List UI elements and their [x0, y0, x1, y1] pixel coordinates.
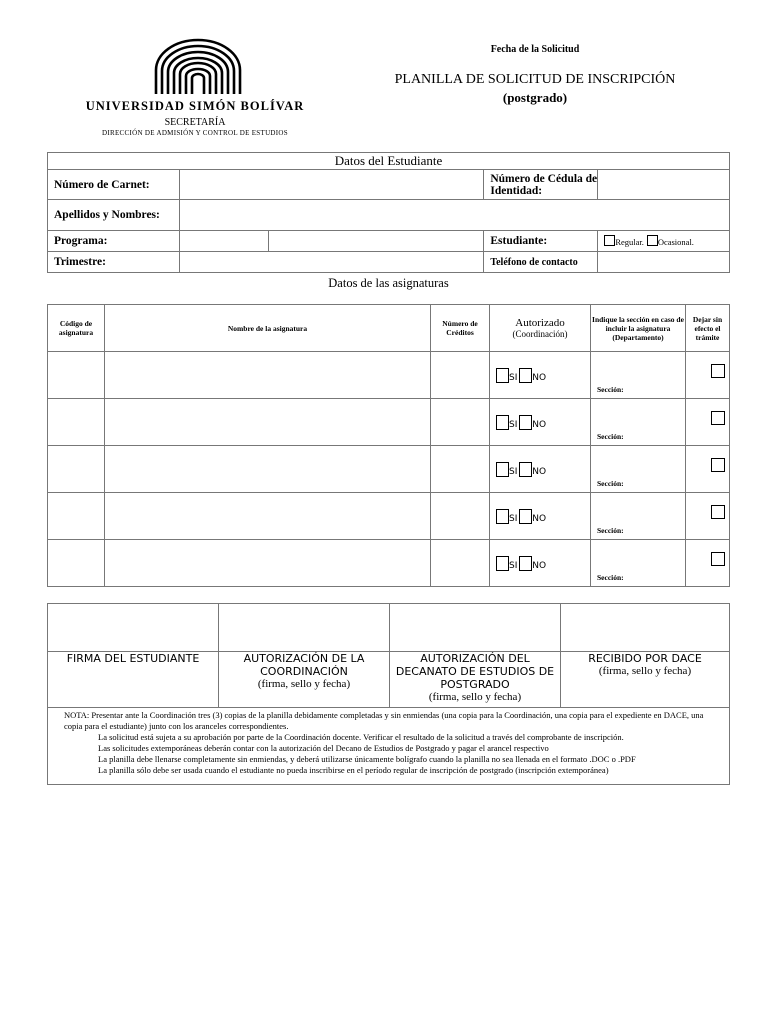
programa-field-1[interactable]: [180, 231, 269, 252]
no-label: NO: [532, 372, 547, 383]
estudiante-type-label: Estudiante:: [484, 231, 598, 252]
no-checkbox[interactable]: [519, 415, 532, 430]
creditos-cell[interactable]: [431, 446, 490, 493]
programa-label: Programa:: [48, 231, 180, 252]
telefono-field[interactable]: [598, 252, 730, 273]
col-creditos: Número de Créditos: [431, 305, 490, 352]
firma-coordinacion-box[interactable]: [219, 604, 390, 652]
firma-decanato-box[interactable]: [390, 604, 561, 652]
si-label: SI: [509, 513, 518, 524]
seccion-cell[interactable]: Sección:: [591, 446, 686, 493]
creditos-cell[interactable]: [431, 540, 490, 587]
no-label: NO: [532, 466, 547, 477]
ocasional-label: Ocasional.: [657, 236, 694, 247]
nota-block: [48, 708, 730, 785]
dace-label: RECIBIDO POR DACE: [588, 652, 702, 665]
course-row: [48, 493, 730, 540]
trimestre-field[interactable]: [180, 252, 484, 273]
university-name: UNIVERSIDAD SIMÓN BOLÍVAR: [85, 99, 305, 113]
si-label: SI: [509, 419, 518, 430]
course-row: [48, 399, 730, 446]
creditos-cell[interactable]: [431, 493, 490, 540]
decanato-label: AUTORIZACIÓN DEL DECANATO DE ESTUDIOS DE POSTGRADO: [395, 652, 555, 691]
creditos-cell[interactable]: [431, 352, 490, 399]
dejar-checkbox[interactable]: [711, 411, 725, 425]
si-checkbox[interactable]: [496, 509, 509, 524]
nota-line-5: La planilla sólo debe ser usada cuando el estudiante no pueda inscribirse en el período regular de inscripción de postgrado (inscripción extemporánea): [98, 765, 609, 775]
courses-section-title: Datos de las asignaturas: [328, 276, 449, 290]
dejar-checkbox[interactable]: [711, 552, 725, 566]
trimestre-label: Trimestre:: [48, 252, 180, 273]
si-checkbox[interactable]: [496, 368, 509, 383]
dejar-checkbox[interactable]: [711, 364, 725, 378]
form-subtitle: (postgrado): [502, 90, 568, 105]
regular-checkbox[interactable]: [604, 235, 615, 246]
no-checkbox[interactable]: [519, 509, 532, 524]
si-label: SI: [509, 466, 518, 477]
regular-label: Regular.: [615, 236, 644, 247]
firma-estudiante-label: FIRMA DEL ESTUDIANTE: [48, 652, 219, 708]
coordinacion-label: AUTORIZACIÓN DE LA COORDINACIÓN: [243, 652, 365, 678]
courses-table: [47, 304, 730, 587]
codigo-cell[interactable]: [48, 352, 105, 399]
firma-dace-box[interactable]: [561, 604, 730, 652]
fecha-solicitud-label: Fecha de la Solicitud: [490, 44, 580, 55]
codigo-cell[interactable]: [48, 446, 105, 493]
carnet-label: Número de Carnet:: [48, 170, 180, 200]
apellidos-field[interactable]: [180, 200, 730, 231]
cedula-field[interactable]: [598, 170, 730, 200]
seccion-cell[interactable]: Sección:: [591, 493, 686, 540]
secretaria-label: SECRETARÍA: [164, 117, 226, 128]
col-nombre: Nombre de la asignatura: [105, 305, 431, 352]
course-row: [48, 540, 730, 587]
seccion-cell[interactable]: Sección:: [591, 540, 686, 587]
si-label: SI: [509, 560, 518, 571]
nota-line-2: La solicitud está sujeta a su aprobación por parte de la Coordinación docente. Verificar el resultado de la solicitud a través del comprobante de inscripción.: [98, 732, 624, 742]
codigo-cell[interactable]: [48, 540, 105, 587]
programa-field-2[interactable]: [269, 231, 484, 252]
ocasional-checkbox[interactable]: [647, 235, 658, 246]
no-checkbox[interactable]: [519, 556, 532, 571]
no-label: NO: [532, 419, 547, 430]
no-checkbox[interactable]: [519, 368, 532, 383]
telefono-label: Teléfono de contacto: [484, 252, 598, 273]
col-seccion: Indique la sección en caso de incluir la asignatura (Departamento): [591, 305, 686, 352]
firma-estudiante-box[interactable]: [48, 604, 219, 652]
seccion-cell[interactable]: Sección:: [591, 352, 686, 399]
nombre-cell[interactable]: [105, 352, 431, 399]
form-title: PLANILLA DE SOLICITUD DE INSCRIPCIÓN: [394, 72, 676, 87]
nota-line-3: Las solicitudes extemporáneas deberán contar con la autorización del Decano de Estudios de Postgrado y pagar el arancel respectivo: [98, 743, 549, 753]
coordinacion-sub: (firma, sello y fecha): [257, 678, 351, 690]
cedula-label: Número de Cédula de Identidad:: [484, 170, 598, 200]
nombre-cell[interactable]: [105, 399, 431, 446]
si-checkbox[interactable]: [496, 415, 509, 430]
codigo-cell[interactable]: [48, 493, 105, 540]
direccion-label: DIRECCIÓN DE ADMISIÓN Y CONTROL DE ESTUDIOS: [102, 129, 288, 137]
si-label: SI: [509, 372, 518, 383]
nota-line-1: NOTA: Presentar ante la Coordinación tres (3) copias de la planilla debidamente completadas y sin enmiendas (una copia para la Coordinación, una copia para el expediente en DACE, una copia para el estudiante) junto con los aranceles correspondientes.: [64, 710, 704, 731]
nombre-cell[interactable]: [105, 493, 431, 540]
signatures-table: [47, 603, 730, 785]
student-data-table: [47, 152, 730, 273]
col-autorizado-sub: (Coordinación): [512, 329, 568, 339]
no-label: NO: [532, 513, 547, 524]
seccion-cell[interactable]: Sección:: [591, 399, 686, 446]
si-checkbox[interactable]: [496, 556, 509, 571]
apellidos-label: Apellidos y Nombres:: [48, 200, 180, 231]
dejar-checkbox[interactable]: [711, 458, 725, 472]
dejar-checkbox[interactable]: [711, 505, 725, 519]
student-section-title: Datos del Estudiante: [48, 153, 730, 170]
codigo-cell[interactable]: [48, 399, 105, 446]
dace-sub: (firma, sello y fecha): [598, 665, 692, 677]
col-dejar: Dejar sin efecto el trámite: [686, 305, 730, 352]
nota-line-4: La planilla debe llenarse completamente sin enmiendas, y deberá utilizarse únicamente bolígrafo cuando la planilla no sea llenada en el formato .DOC o .PDF: [98, 754, 636, 764]
nombre-cell[interactable]: [105, 540, 431, 587]
creditos-cell[interactable]: [431, 399, 490, 446]
no-label: NO: [532, 560, 547, 571]
si-checkbox[interactable]: [496, 462, 509, 477]
university-logo-icon: [150, 36, 246, 96]
decanato-sub: (firma, sello y fecha): [428, 691, 522, 703]
col-autorizado: Autorizado: [515, 317, 565, 329]
course-row: [48, 446, 730, 493]
nombre-cell[interactable]: [105, 446, 431, 493]
col-codigo: Código de asignatura: [48, 305, 105, 352]
course-row: [48, 352, 730, 399]
carnet-field[interactable]: [180, 170, 484, 200]
no-checkbox[interactable]: [519, 462, 532, 477]
